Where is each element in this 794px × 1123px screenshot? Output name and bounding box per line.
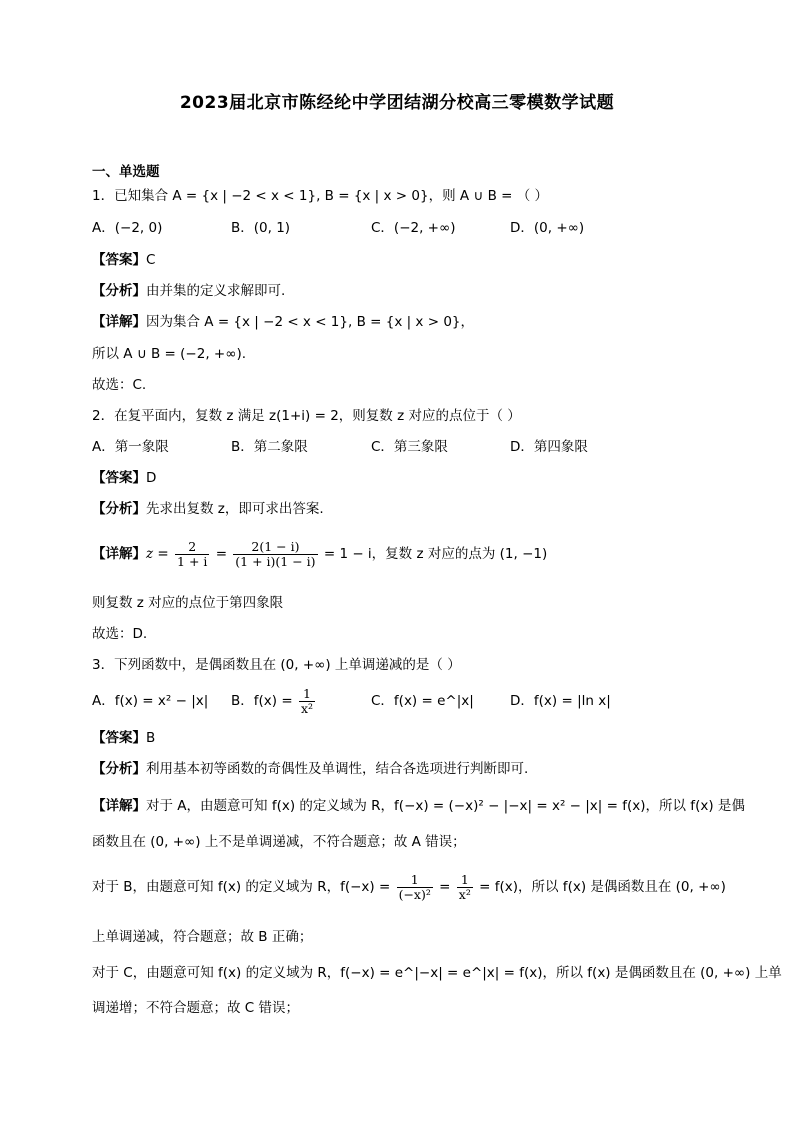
- q1-option-b: B．(0, 1): [231, 220, 291, 236]
- q1-option-a: A．(−2, 0): [92, 220, 163, 236]
- q3-answer: [92, 729, 155, 747]
- page-title: 2023届北京市陈经纶中学团结湖分校高三零模数学试题: [179, 93, 615, 113]
- answer-value: B: [146, 730, 156, 746]
- analysis-tag: 【分析】: [92, 761, 146, 777]
- q2-stem: 2．在复平面内，复数 z 满足 z(1+i) = 2，则复数 z 对应的点位于（ ）: [92, 408, 521, 424]
- detail-b-fraction-2: [457, 873, 473, 902]
- detail-a-text: 对于 A，由题意可知 f(x) 的定义域为 R，f(−x) = (−x)² − |−x| = x² − |x| = f(x)，所以 f(x) 是偶: [146, 798, 745, 814]
- detail-b-denominator-1: (−x)²: [398, 886, 431, 902]
- q2-option-d: D．第四象限: [510, 439, 588, 455]
- q3-option-c: C．f(x) = e^|x|: [371, 693, 474, 709]
- detail-b-fraction-1: [397, 873, 433, 902]
- detail-b-prefix: 对于 B，由题意可知 f(x) 的定义域为 R，f(−x) =: [92, 879, 391, 895]
- q2-detail: [92, 537, 547, 571]
- detail-b-numerator-1: 1: [397, 873, 433, 888]
- q1-answer: [92, 251, 155, 269]
- detail-tag: 【详解】: [92, 314, 146, 330]
- option-b-numerator: 1: [299, 687, 315, 702]
- q2-option-b: B．第二象限: [231, 439, 308, 455]
- q1-analysis: [92, 282, 285, 300]
- option-b-fraction: [299, 687, 315, 716]
- q1-stem: 1．已知集合 A = {x | −2 < x < 1}, B = {x | x > 0}，则 A ∪ B = （ ）: [92, 188, 549, 204]
- q2-detail-2: 则复数 z 对应的点位于第四象限: [92, 595, 284, 611]
- equals-sign: =: [439, 879, 451, 895]
- fraction-2-denominator: (1 + i)(1 − i): [235, 553, 316, 569]
- detail-tag: 【详解】: [92, 798, 146, 814]
- analysis-tag: 【分析】: [92, 501, 146, 517]
- q2-answer: [92, 469, 156, 487]
- section-heading: 一、单选题: [92, 164, 160, 180]
- fraction-2-numerator: 2(1 − i): [233, 540, 317, 555]
- q1-detail: [92, 313, 474, 331]
- analysis-text: 先求出复数 z，即可求出答案.: [146, 501, 324, 517]
- answer-tag: 【答案】: [92, 252, 146, 268]
- q3-detail-a: [92, 797, 745, 815]
- q1-choice: 故选：C.: [92, 377, 147, 393]
- q3-detail-c: 对于 C，由题意可知 f(x) 的定义域为 R，f(−x) = e^|−x| = e^|x| = f(x)，所以 f(x) 是偶函数且在 (0, +∞) 上单: [92, 965, 782, 981]
- detail-b-suffix: = f(x)，所以 f(x) 是偶函数且在 (0, +∞): [479, 879, 726, 895]
- fraction-1-numerator: 2: [175, 540, 209, 555]
- q2-option-a: A．第一象限: [92, 439, 169, 455]
- detail-b-denominator-2: x²: [458, 886, 471, 902]
- q1-detail-2: 所以 A ∪ B = (−2, +∞).: [92, 346, 247, 362]
- option-b-prefix: B．f(x) =: [231, 693, 293, 709]
- q3-detail-b: [92, 870, 726, 904]
- option-b-denominator: x²: [300, 700, 313, 716]
- analysis-tag: 【分析】: [92, 283, 146, 299]
- analysis-text: 利用基本初等函数的奇偶性及单调性，结合各选项进行判断即可.: [146, 761, 529, 777]
- detail-tag: 【详解】: [92, 546, 146, 562]
- q3-option-d: D．f(x) = |ln x|: [510, 693, 611, 709]
- analysis-text: 由并集的定义求解即可.: [146, 283, 286, 299]
- q3-detail-b-2: 上单调递减，符合题意；故 B 正确；: [92, 929, 313, 945]
- q3-detail-a-2: 函数且在 (0, +∞) 上不是单调递减，不符合题意；故 A 错误；: [92, 834, 466, 850]
- detail-lhs: z =: [146, 546, 169, 562]
- q2-analysis: [92, 500, 324, 518]
- q3-detail-c-2: 调递增；不符合题意；故 C 错误；: [92, 1000, 300, 1016]
- fraction-1: [175, 540, 209, 569]
- answer-tag: 【答案】: [92, 470, 146, 486]
- answer-tag: 【答案】: [92, 730, 146, 746]
- detail-rhs: = 1 − i，复数 z 对应的点为 (1, −1): [323, 546, 548, 562]
- equals-sign: =: [215, 546, 227, 562]
- answer-value: D: [146, 470, 157, 486]
- q3-analysis: [92, 760, 528, 778]
- q3-stem: 3．下列函数中，是偶函数且在 (0, +∞) 上单调递减的是（ ）: [92, 657, 461, 673]
- q2-option-c: C．第三象限: [371, 439, 448, 455]
- detail-b-numerator-2: 1: [457, 873, 473, 888]
- fraction-2: [233, 540, 317, 569]
- fraction-1-denominator: 1 + i: [177, 553, 208, 569]
- q3-option-a: A．f(x) = x² − |x|: [92, 693, 209, 709]
- q3-option-b: [231, 684, 317, 718]
- answer-value: C: [146, 252, 156, 268]
- detail-text: 因为集合 A = {x | −2 < x < 1}, B = {x | x > 0}，: [146, 314, 474, 330]
- q2-choice: 故选：D.: [92, 626, 148, 642]
- q1-option-d: D．(0, +∞): [510, 220, 585, 236]
- q1-option-c: C．(−2, +∞): [371, 220, 456, 236]
